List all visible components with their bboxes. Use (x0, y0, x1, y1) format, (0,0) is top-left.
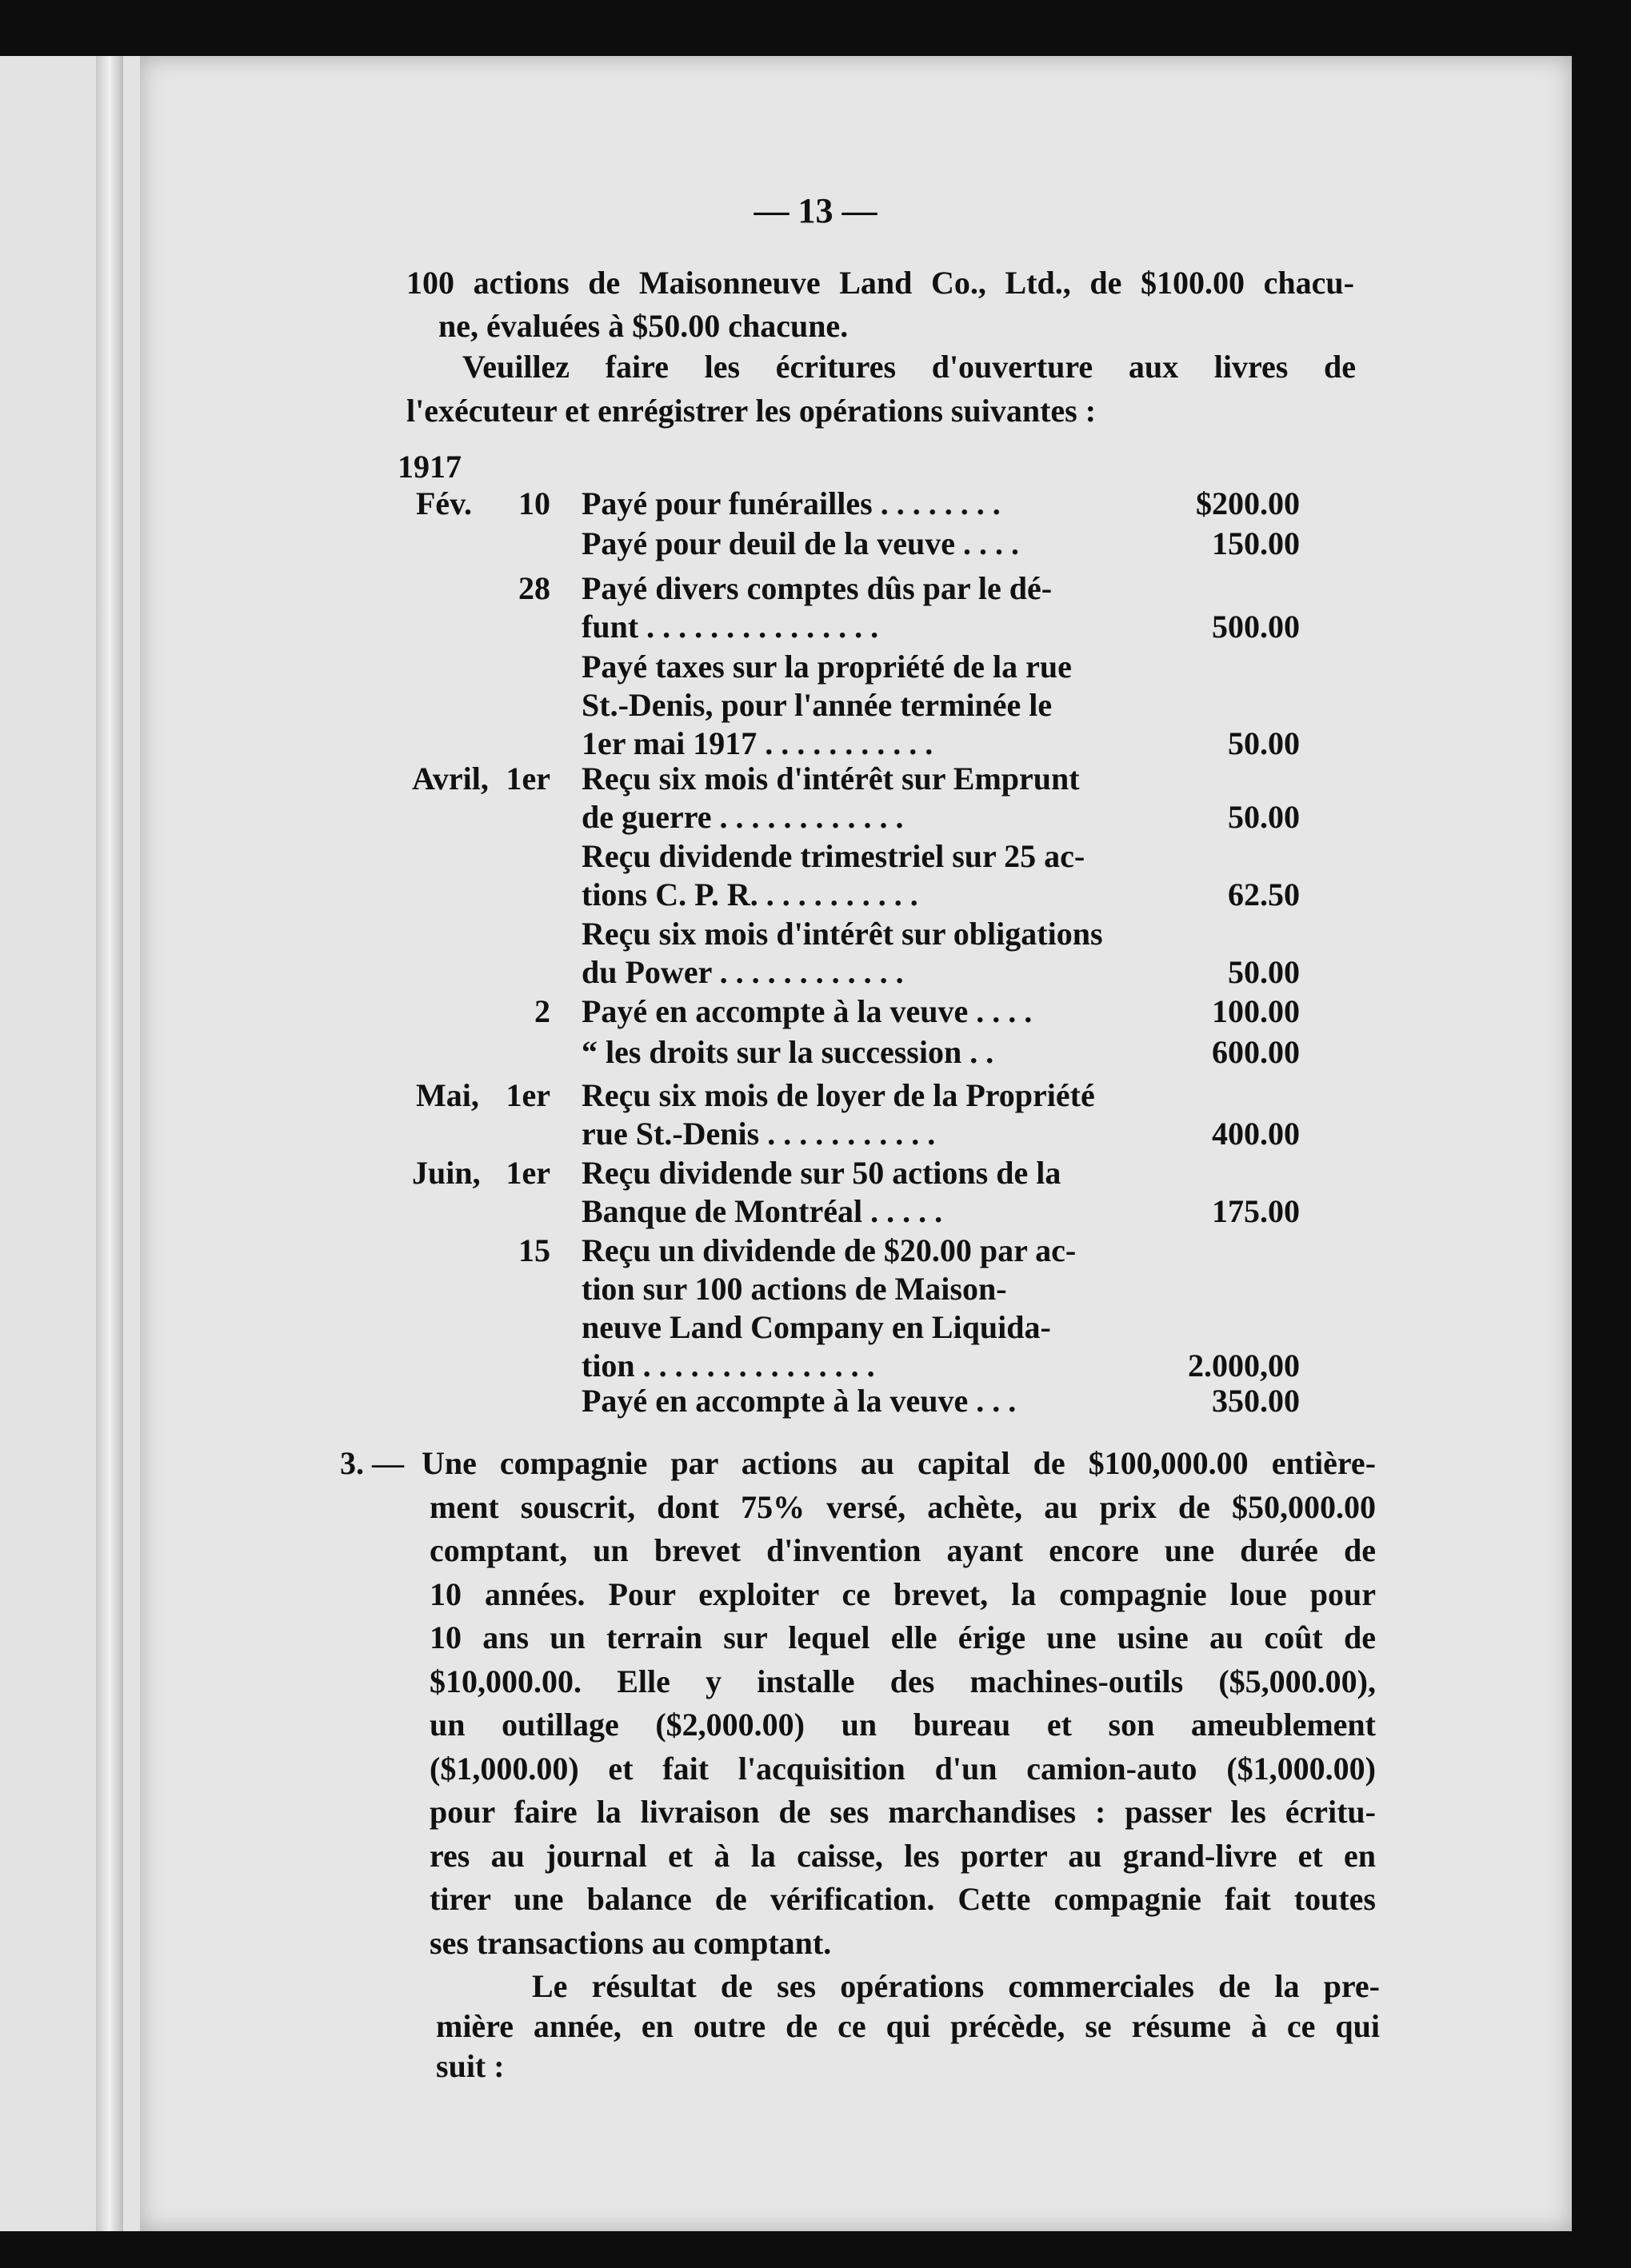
page-fold (96, 56, 123, 2231)
ledger-text-line: “ les droits sur la succession . . (582, 1034, 994, 1070)
ledger-amount: 600.00 (1212, 1034, 1300, 1070)
problem-3-line: comptant, un brevet d'invention ayant encore une durée de (430, 1532, 1376, 1568)
intro-line-3: Veuillez faire les écritures d'ouverture aux livres de (462, 349, 1356, 385)
problem-3-line: un outillage ($2,000.00) un bureau et son ameublement (430, 1707, 1376, 1743)
problem-3-line: ses transactions au comptant. (430, 1924, 832, 1961)
ledger-text-line: Banque de Montréal . . . . . (582, 1193, 943, 1229)
ledger-text-line: neuve Land Company en Liquida- (582, 1309, 1051, 1345)
ledger-amount: 400.00 (1212, 1116, 1300, 1152)
intro-line-4: l'exécuteur et enrégistrer les opérations suivantes : (406, 393, 1097, 429)
ledger-day: 1er (506, 761, 550, 797)
ledger-amount: 500.00 (1212, 609, 1300, 645)
ledger-day: 1er (506, 1155, 550, 1191)
ledger-amount: 62.50 (1228, 876, 1300, 912)
ledger-text-line: rue St.-Denis . . . . . . . . . . . (582, 1116, 936, 1152)
ledger-text-line: Reçu dividende sur 50 actions de la (582, 1155, 1061, 1191)
intro-line-2: ne, évaluées à $50.00 chacune. (438, 308, 849, 344)
ledger-text-line: tion . . . . . . . . . . . . . . . (582, 1348, 875, 1384)
ledger-month: Mai, (416, 1077, 479, 1113)
ledger-text-line: du Power . . . . . . . . . . . . (582, 954, 904, 990)
problem-3-line: pour faire la livraison de ses marchandises : passer les écritu- (430, 1794, 1376, 1830)
ledger-month: Avril, (412, 761, 489, 797)
problem-3-line: $10,000.00. Elle y installe des machines-outils ($5,000.00), (430, 1663, 1376, 1699)
ledger-amount: 2.000,00 (1188, 1348, 1300, 1384)
problem-3-line: ($1,000.00) et fait l'acquisition d'un camion-auto ($1,000.00) (430, 1750, 1376, 1787)
problem-3-line: 10 années. Pour exploiter ce brevet, la compagnie loue pour (430, 1575, 1376, 1612)
ledger-month: Juin, (412, 1155, 481, 1191)
ledger-amount: 350.00 (1212, 1383, 1300, 1419)
ledger-day: 28 (518, 570, 550, 606)
ledger-text-line: tion sur 100 actions de Maison- (582, 1271, 1007, 1307)
ledger-amount: 100.00 (1212, 993, 1300, 1029)
ledger-text-line: Payé divers comptes dûs par le dé- (582, 570, 1053, 606)
ledger-text-line: Reçu six mois d'intérêt sur Emprunt (582, 761, 1080, 797)
year-label: 1917 (398, 449, 462, 485)
ledger-day: 10 (518, 485, 550, 521)
problem-3-para2-line: mière année, en outre de ce qui précède, se résume à ce qui (436, 2008, 1380, 2044)
ledger-month: Fév. (416, 485, 472, 521)
ledger-text-line: de guerre . . . . . . . . . . . . (582, 799, 904, 835)
ledger-text-line: 1er mai 1917 . . . . . . . . . . . (582, 725, 933, 761)
ledger-amount: 50.00 (1228, 799, 1300, 835)
problem-3-para2-line: Le résultat de ses opérations commerciales de la pre- (532, 1968, 1380, 2004)
intro-line-1: 100 actions de Maisonneuve Land Co., Ltd., de $100.00 chacu- (406, 265, 1354, 301)
problem-3-line: tirer une balance de vérification. Cette compagnie fait toutes (430, 1881, 1376, 1917)
ledger-text-line: Payé en accompte à la veuve . . . (582, 1383, 1017, 1419)
ledger-text-line: Reçu six mois d'intérêt sur obligations (582, 916, 1103, 952)
ledger-text-line: Payé pour deuil de la veuve . . . . (582, 525, 1020, 561)
problem-number: 3. — (340, 1445, 404, 1481)
problem-3-line: ment souscrit, dont 75% versé, achète, au prix de $50,000.00 (430, 1488, 1376, 1525)
problem-3-line: Une compagnie par actions au capital de $100,000.00 entière- (422, 1445, 1376, 1481)
ledger-text-line: Reçu six mois de loyer de la Propriété (582, 1077, 1095, 1113)
adjacent-page-strip (0, 56, 151, 2231)
ledger-day: 2 (534, 993, 550, 1029)
ledger-day: 1er (506, 1077, 550, 1113)
ledger-amount: 50.00 (1228, 954, 1300, 990)
ledger-amount: $200.00 (1196, 485, 1300, 521)
ledger-text-line: tions C. P. R. . . . . . . . . . . (582, 876, 918, 912)
ledger-text-line: funt . . . . . . . . . . . . . . . (582, 609, 879, 645)
ledger-text-line: Payé pour funérailles . . . . . . . . (582, 485, 1001, 521)
ledger-amount: 150.00 (1212, 525, 1300, 561)
ledger-text-line: Payé en accompte à la veuve . . . . (582, 993, 1033, 1029)
problem-3-para2-line: suit : (436, 2048, 505, 2084)
ledger-amount: 175.00 (1212, 1193, 1300, 1229)
ledger-text-line: Reçu un dividende de $20.00 par ac- (582, 1232, 1077, 1268)
ledger-amount: 50.00 (1228, 725, 1300, 761)
problem-3-line: 10 ans un terrain sur lequel elle érige une usine au coût de (430, 1619, 1376, 1655)
ledger-text-line: Payé taxes sur la propriété de la rue (582, 649, 1072, 685)
ledger-text-line: St.-Denis, pour l'année terminée le (582, 687, 1053, 723)
problem-3-line: res au journal et à la caisse, les porter au grand-livre et en (430, 1837, 1376, 1874)
ledger-text-line: Reçu dividende trimestriel sur 25 ac- (582, 838, 1085, 874)
ledger-day: 15 (518, 1232, 550, 1268)
page-number: — 13 — (754, 191, 877, 230)
